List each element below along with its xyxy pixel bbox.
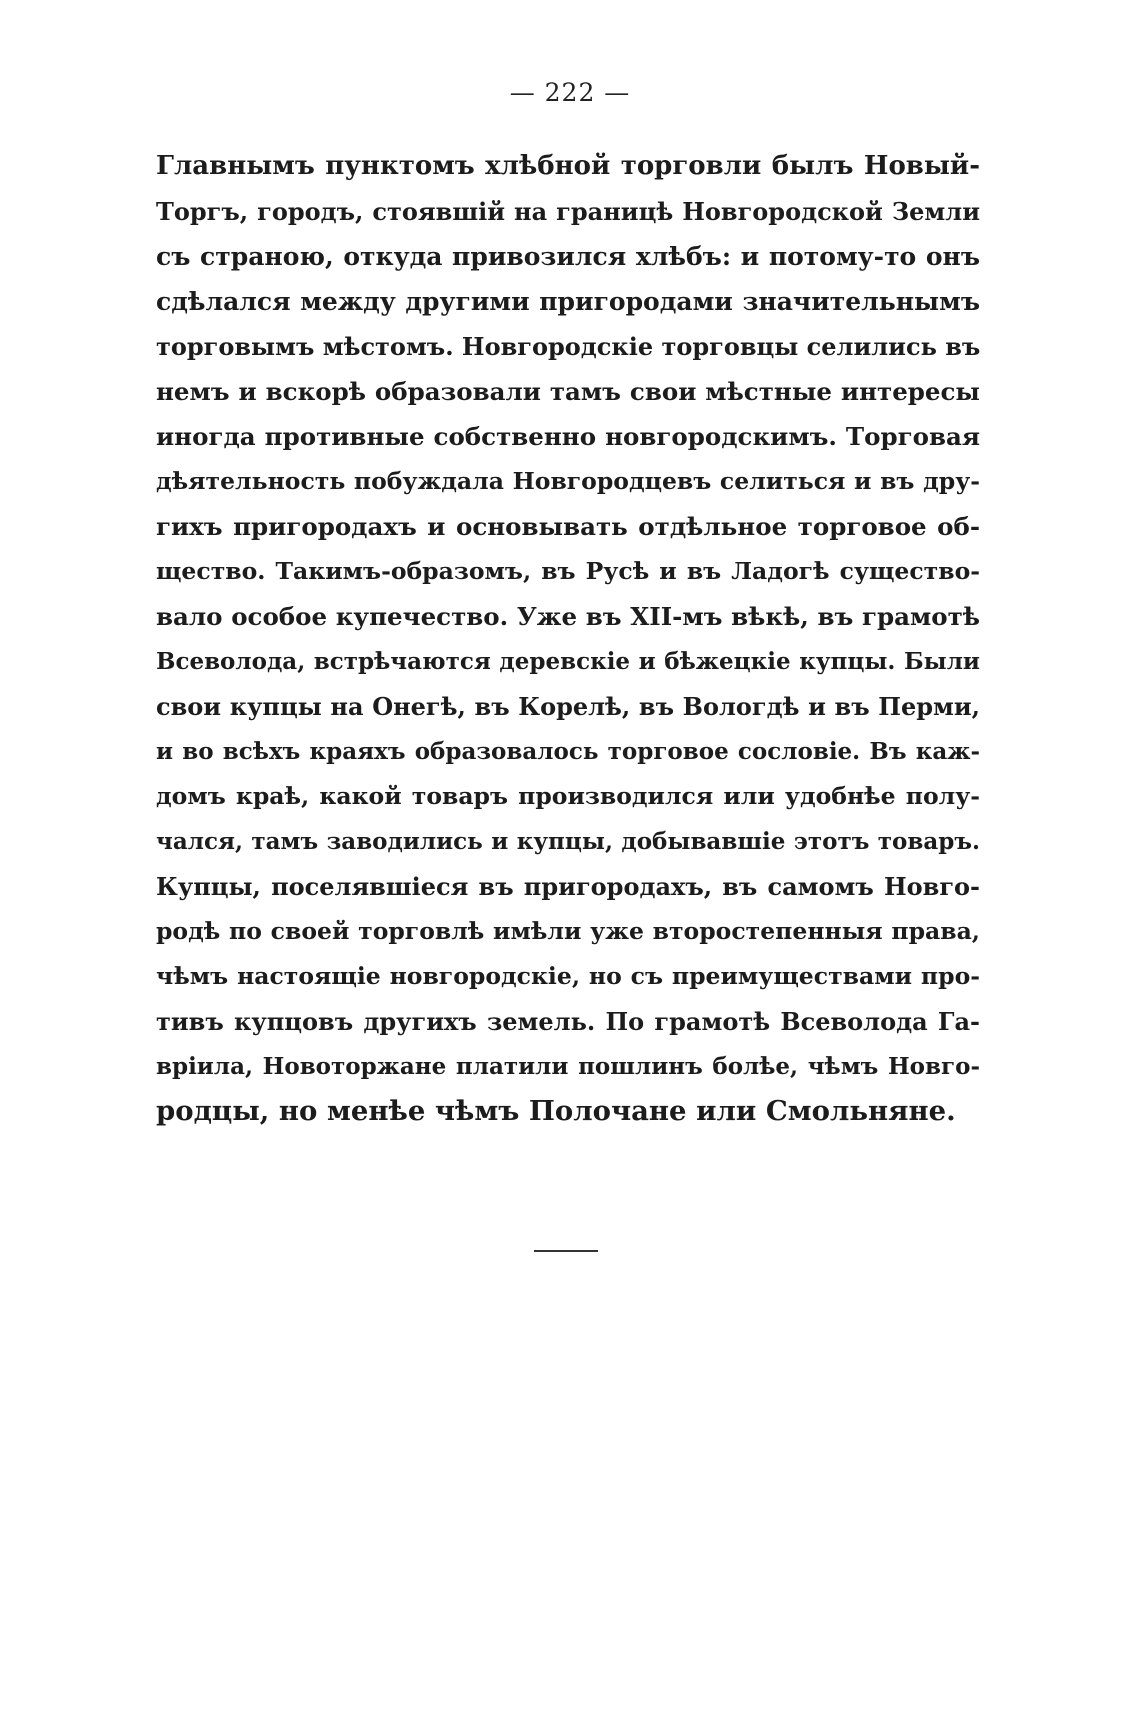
text-line: Всеволода, встрѣчаются деревскіе и бѣжецкіе купцы. Были (156, 648, 980, 675)
text-line: иногда противные собственно новгородскимъ. Торговая (156, 422, 980, 451)
text-line: дѣятельность побуждала Новгородцевъ селиться и въ дру- (156, 467, 980, 495)
text-line: тивъ купцовъ другихъ земель. По грамотѣ Всеволода Га- (156, 1007, 980, 1036)
text-line: щество. Такимъ-образомъ, въ Русѣ и въ Ладогѣ существо- (156, 557, 980, 585)
text-line: чался, тамъ заводились и купцы, добывавшіе этотъ товаръ. (156, 828, 980, 855)
text-line: чѣмъ настоящіе новгородскіе, но съ преимуществами про- (156, 962, 980, 990)
text-line: родѣ по своей торговлѣ имѣли уже второстепенныя права, (156, 917, 980, 945)
text-line: Торгъ, городъ, стоявшій на границѣ Новгородской Земли (156, 197, 980, 226)
body-text (156, 144, 980, 1134)
text-line: сдѣлался между другими пригородами значительнымъ (156, 287, 980, 316)
text-line: Главнымъ пунктомъ хлѣбной торговли былъ Новый- (156, 151, 980, 181)
text-line: вріила, Новоторжане платили пошлинъ болѣе, чѣмъ Новго- (156, 1053, 980, 1080)
text-line: немъ и вскорѣ образовали тамъ свои мѣстные интересы (156, 377, 980, 406)
text-line: Купцы, поселявшіеся въ пригородахъ, въ самомъ Новго- (156, 872, 980, 901)
page-number: — 222 — (509, 78, 631, 107)
text-line: съ страною, откуда привозился хлѣбъ: и потому-то онъ (156, 242, 980, 271)
text-line: вало особое купечество. Уже въ XII-мъ вѣкѣ, въ грамотѣ (156, 602, 980, 631)
text-line-last: родцы, но менѣе чѣмъ Полочане или Смольняне. (156, 1095, 956, 1127)
text-line: свои купцы на Онегѣ, въ Корелѣ, въ Вологдѣ и въ Перми, (156, 692, 980, 721)
text-line: торговымъ мѣстомъ. Новгородскіе торговцы селились въ (156, 332, 981, 361)
text-line: и во всѣхъ краяхъ образовалось торговое сословіе. Въ каж- (156, 738, 980, 765)
text-line: гихъ пригородахъ и основывать отдѣльное торговое об- (156, 512, 980, 541)
section-end-rule (534, 1250, 598, 1252)
text-line: домъ краѣ, какой товаръ производился или удобнѣе полу- (156, 782, 980, 810)
